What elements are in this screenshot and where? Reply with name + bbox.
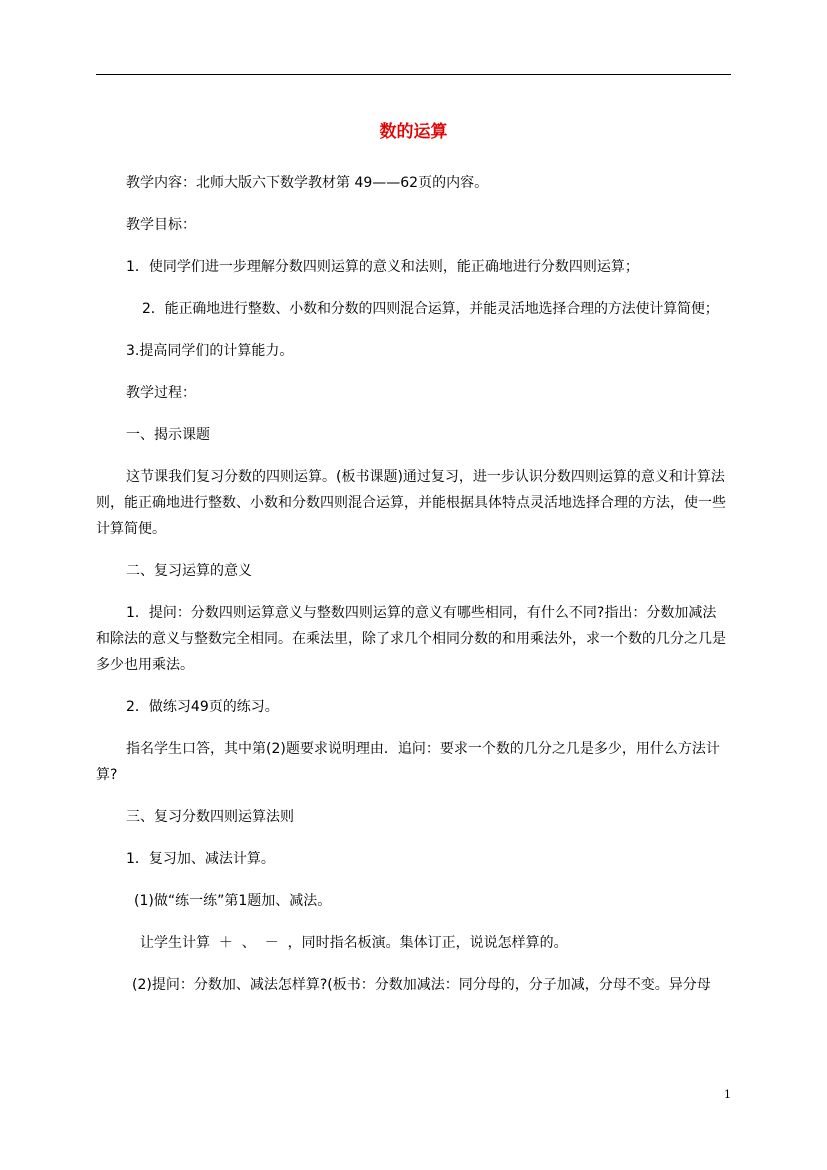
section-3-heading: 三、复习分数四则运算法则 <box>126 809 294 825</box>
teaching-content: 教学内容：北师大版六下数学教材第 49——62页的内容。 <box>126 175 489 191</box>
section-2-item-1: 1．提问：分数四则运算意义与整数四则运算的意义有哪些相同，有什么不同?指出：分数加减法和除法的意义与整数完全相同。在乘法里，除了求几个相同分数的和用乘法外，求一个数的几分之几是多少也用乘法。 <box>96 605 726 673</box>
section-2-heading: 二、复习运算的意义 <box>126 563 252 579</box>
document-body <box>96 170 730 1014</box>
section-3-item-1-sub-2: (2)提问：分数加、减法怎样算?(板书：分数加减法：同分母的，分子加减，分母不变。异分母 <box>132 977 711 993</box>
document-title: 数的运算 <box>379 122 448 142</box>
goal-1: 1．使同学们进一步理解分数四则运算的意义和法则，能正确地进行分数四则运算； <box>126 259 639 275</box>
page-number: 1 <box>724 1088 731 1101</box>
teaching-goals-heading: 教学目标： <box>126 217 196 233</box>
section-1-text: 这节课我们复习分数的四则运算。(板书课题)通过复习，进一步认识分数四则运算的意义和计算法则，能正确地进行整数、小数和分数四则混合运算，并能根据具体特点灵活地选择合理的方法，使一些计算简便。 <box>96 469 726 537</box>
section-3-item-1-sub-1: (1)做“练一练”第1题加、减法。 <box>134 893 332 909</box>
section-2-followup: 指名学生口答，其中第(2)题要求说明理由．追问：要求一个数的几分之几是多少，用什么方法计算? <box>96 741 720 783</box>
teaching-process-heading: 教学过程： <box>126 385 196 401</box>
section-3-item-1: 1．复习加、减法计算。 <box>126 851 275 867</box>
section-1-heading: 一、揭示课题 <box>126 427 210 443</box>
goal-2: 2．能正确地进行整数、小数和分数的四则混合运算，并能灵活地选择合理的方法使计算简便； <box>142 301 719 317</box>
section-3-practice: 让学生计算 ＋ 、 － ，同时指名板演。集体订正，说说怎样算的。 <box>140 935 568 951</box>
header-rule <box>96 74 731 75</box>
goal-3: 3.提高同学们的计算能力。 <box>126 343 294 359</box>
section-2-item-2: 2．做练习49页的练习。 <box>126 699 279 715</box>
